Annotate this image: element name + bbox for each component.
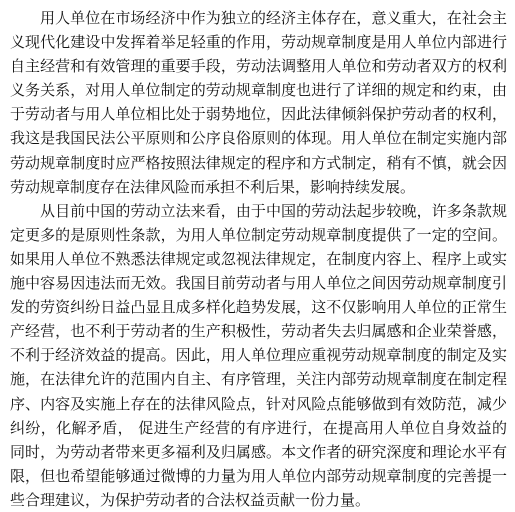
paragraph-1: 用人单位在市场经济中作为独立的经济主体存在，意义重大，在社会主义现代化建设中发挥着举足轻重的作用，劳动规章制度是用人单位内部进行自主经营和有效管理的重要手段，劳动法调整用人单位和劳动者双方的权利义务关系，对用人单位制定的劳动规章制度也进行了详细的规定和约束，由于劳动者与用人单位相比处于弱势地位，因此法律倾斜保护劳动者的权利，我这是我国民法公平原则和公序良俗原则的体现。用人单位在制定实施内部劳动规章制度时应严格按照法律规定的程序和方式制定，稍有不慎，就会因劳动规章制度存在法律风险而承担不利后果，影响持续发展。 (10, 9, 507, 196)
paragraph-2: 从目前中国的劳动立法来看，由于中国的劳动法起步较晚，许多条款规定更多的是原则性条款，为用人单位制定劳动规章制度提供了一定的空间。如果用人单位不熟悉法律规定或忽视法律规定，在制度内容上、程序上或实施中容易因违法而无效。我国目前劳动者与用人单位之间因劳动规章制度引发的劳资纠纷日益凸显且成多样化趋势发展，这不仅影响用人单位的正常生产经营，也不利于劳动者的生产积极性，劳动者失去归属感和企业荣誉感，不利于经济效益的提高。因此，用人单位理应重视劳动规章制度的制定及实施，在法律允许的范围内自主、有序管理，关注内部劳动规章制度在制定程序、内容及实施上存在的法律风险点，针对风险点能够做到有效防范，减少纠纷，化解矛盾， 促进生产经营的有序进行，在提高用人单位自身效益的同时，为劳动者带来更多福利及归属感。本文作者的研究深度和理论水平有限，但也希望能够通过微博的力量为用人单位内部劳动规章制度的完善提一些合理建议，为保护劳动者的合法权益贡献一份力量。 (10, 201, 507, 509)
